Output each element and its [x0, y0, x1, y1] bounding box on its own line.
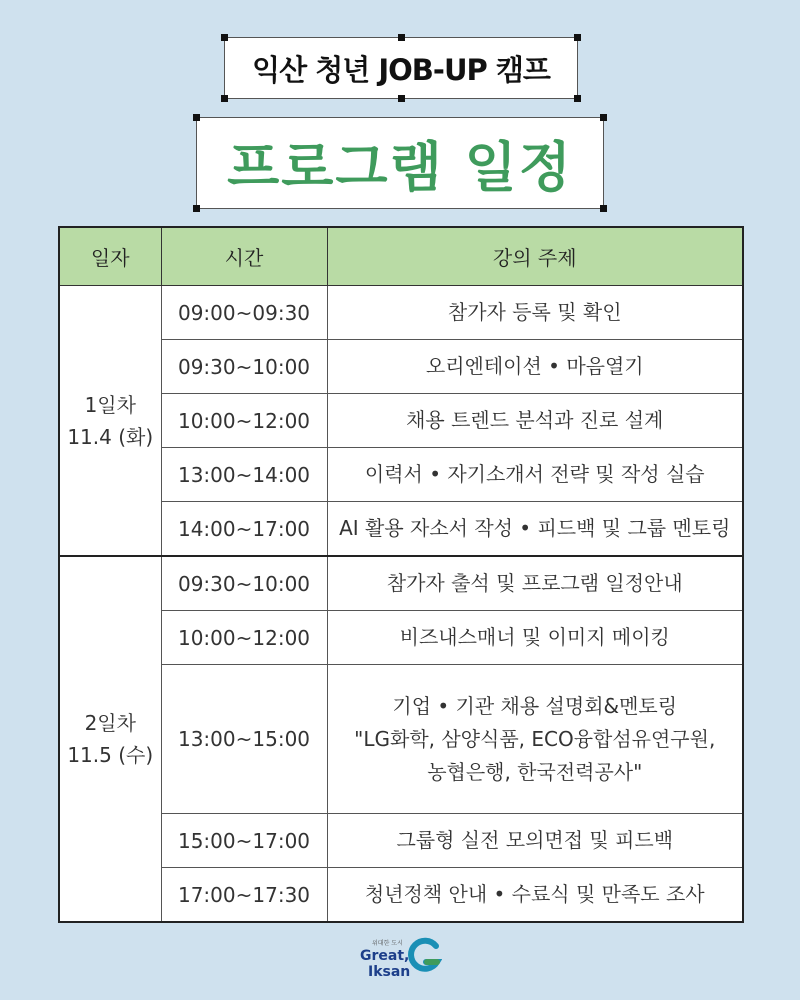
day-cell [59, 556, 161, 922]
topic-line: 이력서 • 자기소개서 전략 및 작성 실습 [364, 462, 705, 486]
table-row [59, 868, 743, 923]
subtitle: 익산 청년 JOB-UP 캠프 [252, 52, 550, 87]
table-row [59, 340, 743, 394]
table-row [59, 448, 743, 502]
resize-handle [193, 114, 200, 121]
topic-line: 청년정책 안내 • 수료식 및 만족도 조사 [364, 882, 705, 906]
topic-line: 기업 • 기관 채용 설명회&멘토링 [392, 693, 678, 718]
time-cell: 17:00~17:30 [161, 868, 327, 923]
topic-cell [327, 556, 743, 611]
topic-line: 채용 트렌드 분석과 진로 설계 [406, 408, 664, 432]
table-row [59, 502, 743, 557]
topic-line: "LG화학, 삼양식품, ECO융합섬유연구원, [354, 726, 716, 751]
subtitle-box [224, 37, 578, 99]
topic-cell [327, 394, 743, 448]
time-cell: 10:00~12:00 [161, 611, 327, 665]
table-row [59, 394, 743, 448]
header-topic: 강의 주제 [327, 227, 743, 286]
table-row [59, 814, 743, 868]
topic-line: AI 활용 자소서 작성 • 피드백 및 그룹 멘토링 [339, 516, 731, 540]
topic-cell [327, 448, 743, 502]
time-cell: 10:00~12:00 [161, 394, 327, 448]
time-cell: 13:00~15:00 [161, 665, 327, 814]
schedule-table [58, 226, 744, 923]
resize-handle [398, 95, 405, 102]
day-cell [59, 286, 161, 557]
day-date: 11.5 (수) [67, 743, 154, 767]
time-cell: 09:30~10:00 [161, 340, 327, 394]
time-cell: 15:00~17:00 [161, 814, 327, 868]
table-row [59, 611, 743, 665]
topic-cell [327, 814, 743, 868]
resize-handle [221, 34, 228, 41]
logo-word-great: Great, [360, 948, 410, 964]
time-cell: 14:00~17:00 [161, 502, 327, 557]
resize-handle [398, 34, 405, 41]
topic-line: 참가자 출석 및 프로그램 일정안내 [386, 571, 683, 595]
topic-cell [327, 611, 743, 665]
time-cell: 09:30~10:00 [161, 556, 327, 611]
resize-handle [600, 205, 607, 212]
topic-line: 농협은행, 한국전력공사" [427, 759, 643, 784]
topic-cell [327, 665, 743, 814]
day-label: 2일차 [84, 711, 136, 735]
resize-handle [193, 205, 200, 212]
topic-line: 비즈내스매너 및 이미지 메이킹 [399, 625, 670, 649]
logo-small-text: 위대한 도시 [372, 940, 403, 947]
topic-cell [327, 340, 743, 394]
time-cell: 09:00~09:30 [161, 286, 327, 340]
resize-handle [600, 114, 607, 121]
topic-line: 그룹형 실전 모의면접 및 피드백 [396, 828, 674, 852]
topic-line: 오리엔테이션 • 마음열기 [425, 354, 644, 378]
table-row [59, 556, 743, 611]
table-row [59, 286, 743, 340]
logo-word-iksan: Iksan [368, 964, 411, 980]
page-title: 프로그램 일정 [227, 135, 573, 199]
time-cell: 13:00~14:00 [161, 448, 327, 502]
topic-line: 참가자 등록 및 확인 [447, 300, 622, 324]
table-row [59, 665, 743, 814]
table-header-row [59, 227, 743, 286]
main-title-box [196, 117, 604, 209]
schedule-body [59, 286, 743, 923]
header-date: 일자 [59, 227, 161, 286]
header-time: 시간 [161, 227, 327, 286]
resize-handle [574, 95, 581, 102]
topic-cell [327, 286, 743, 340]
topic-cell [327, 502, 743, 557]
resize-handle [574, 34, 581, 41]
resize-handle [221, 95, 228, 102]
topic-cell [327, 868, 743, 923]
great-iksan-logo [358, 934, 444, 984]
day-label: 1일차 [84, 392, 136, 417]
day-date: 11.4 (화) [67, 424, 154, 449]
logo-g-icon [406, 936, 442, 976]
